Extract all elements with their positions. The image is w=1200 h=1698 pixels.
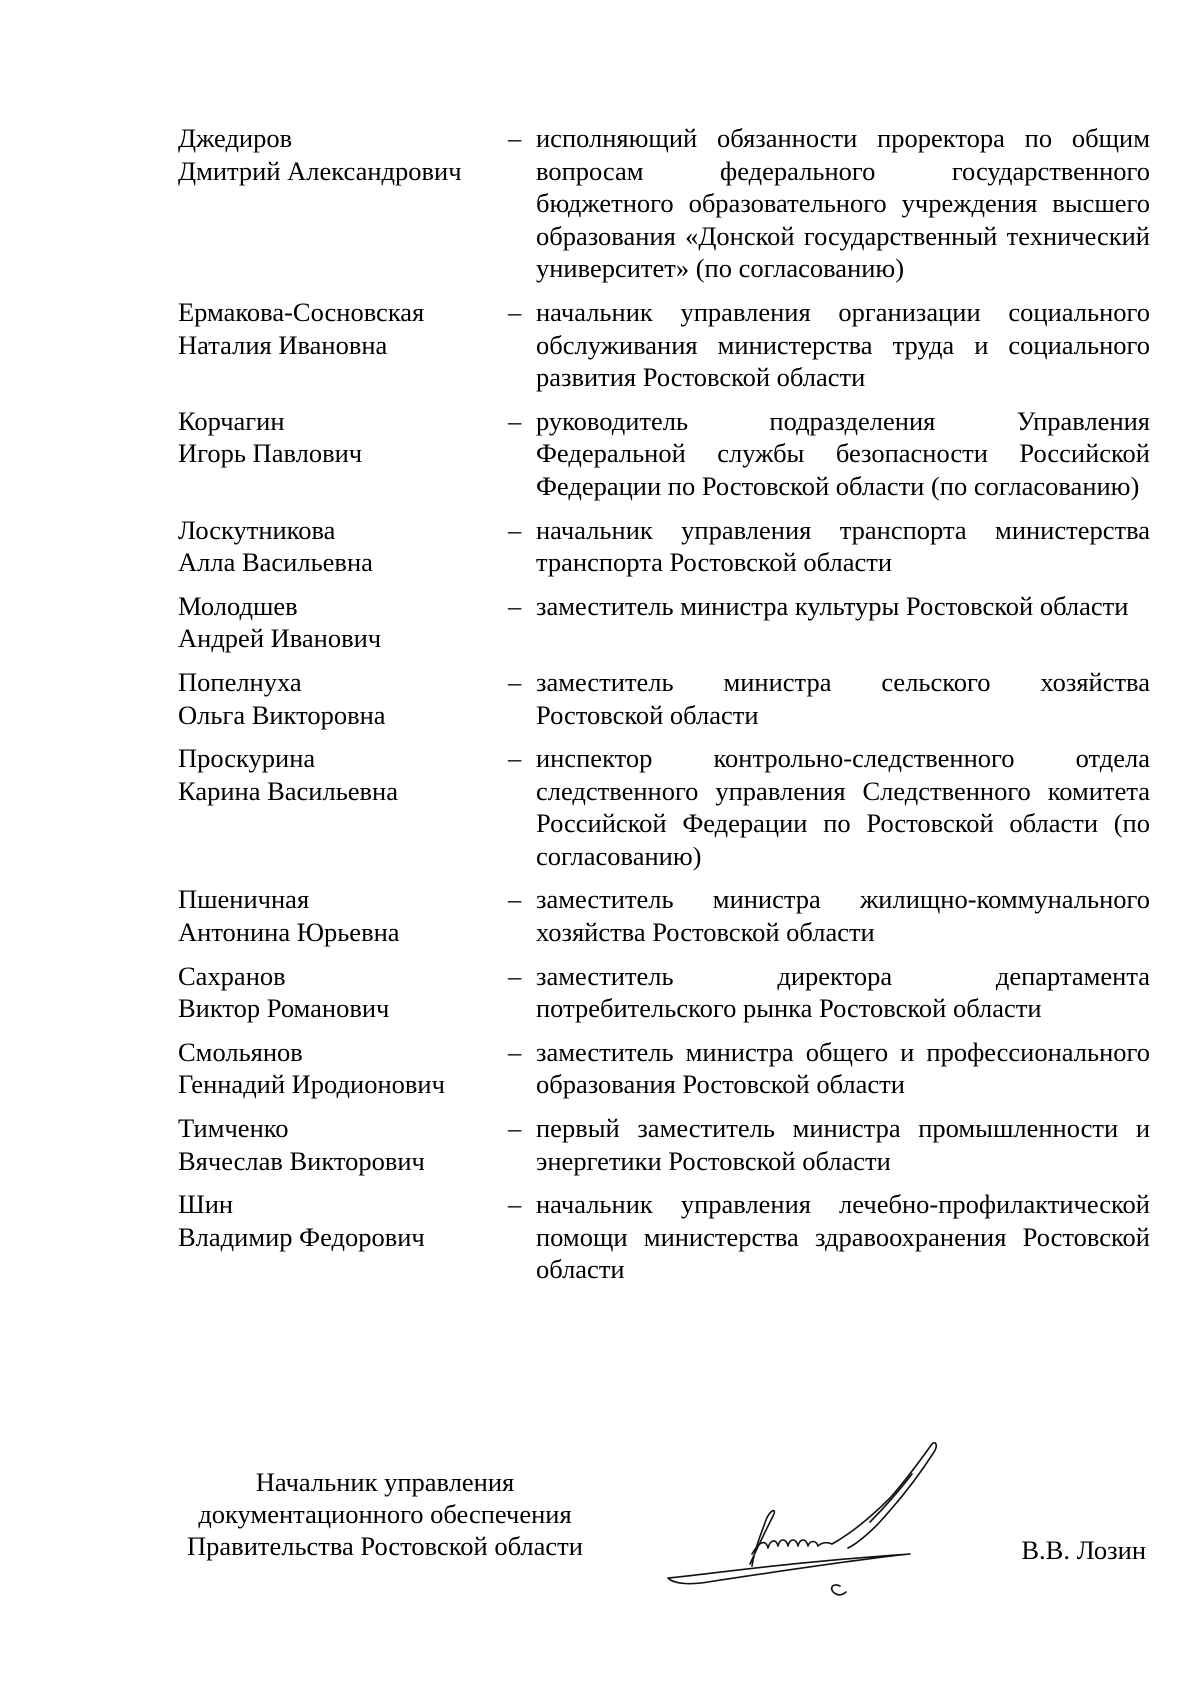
member-dash: – — [508, 743, 522, 774]
member-dash: – — [508, 666, 522, 697]
member-name — [178, 122, 508, 187]
member-surname: Тимченко — [178, 1113, 289, 1144]
member-surname: Попелнуха — [178, 666, 302, 697]
member-surname: Шин — [178, 1189, 234, 1220]
member-position: начальник управления транспорта министерства транспорта Ростовской области — [536, 514, 1150, 578]
member-surname: Корчагин — [178, 405, 285, 436]
member-name — [178, 296, 508, 361]
signature-block — [160, 1466, 1150, 1606]
member-entry — [178, 514, 1150, 579]
member-entry — [178, 296, 1150, 394]
member-dash: – — [508, 296, 522, 327]
member-given-names: Игорь Павлович — [178, 438, 363, 469]
member-position: инспектор контрольно-следственного отдела следственного управления Следственного комитета Российской Федерации по Ростовской области (по согласованию) — [536, 743, 1150, 871]
member-given-names: Андрей Иванович — [178, 623, 382, 654]
member-given-names: Геннадий Иродионович — [178, 1069, 445, 1100]
signatory-name: В.В. Лозин — [1021, 1535, 1146, 1565]
member-dash: – — [508, 123, 522, 153]
member-position: заместитель министра общего и профессионального образования Ростовской области — [536, 1036, 1150, 1100]
member-surname: Молодшев — [178, 590, 298, 621]
member-position: заместитель министра культуры Ростовской области — [536, 590, 1129, 621]
member-name — [178, 883, 508, 948]
member-entry — [178, 960, 1150, 1025]
member-entry — [178, 1188, 1150, 1286]
member-name — [178, 514, 508, 579]
member-position: начальник управления организации социального обслуживания министерства труда и социального развития Ростовской области — [536, 296, 1150, 393]
signatory-title-line: Начальник управления — [255, 1467, 515, 1497]
member-position: первый заместитель министра промышленности и энергетики Ростовской области — [536, 1113, 1150, 1176]
member-name — [178, 405, 508, 470]
member-entry — [178, 590, 1150, 655]
member-given-names: Ольга Викторовна — [178, 699, 386, 730]
member-dash: – — [508, 1189, 522, 1220]
member-given-names: Алла Васильевна — [178, 547, 373, 578]
member-surname: Джедиров — [178, 123, 293, 153]
member-entry — [178, 122, 1150, 285]
member-entry — [178, 742, 1150, 872]
member-name — [178, 1036, 508, 1101]
member-name — [178, 742, 508, 807]
member-entry — [178, 1112, 1150, 1177]
member-given-names: Виктор Романович — [178, 993, 390, 1024]
member-position: исполняющий обязанности проректора по общим вопросам федерального государственного бюджетного образовательного учреждения высшего образования «Донской государственный технический университет» (по согласованию) — [536, 123, 1150, 284]
member-position: заместитель министра сельского хозяйства Ростовской области — [536, 666, 1150, 730]
signatory-title-line: документационного обеспечения — [198, 1499, 572, 1529]
member-given-names: Владимир Федорович — [178, 1221, 425, 1252]
member-name — [178, 590, 508, 655]
member-position: заместитель министра жилищно-коммунального хозяйства Ростовской области — [536, 884, 1150, 948]
member-given-names: Карина Васильевна — [178, 775, 398, 806]
handwritten-signature — [650, 1436, 970, 1606]
member-surname: Пшеничная — [178, 884, 310, 915]
member-given-names: Наталия Ивановна — [178, 329, 388, 360]
member-surname: Лоскутникова — [178, 514, 336, 545]
member-dash: – — [508, 884, 522, 915]
member-given-names: Дмитрий Александрович — [178, 155, 462, 186]
signatory-title-line: Правительства Ростовской области — [187, 1531, 583, 1561]
member-name — [178, 960, 508, 1025]
member-dash: – — [508, 514, 522, 545]
member-entry — [178, 883, 1150, 948]
member-surname: Ермакова-Сосновская — [178, 296, 425, 327]
member-entry — [178, 405, 1150, 503]
member-name — [178, 1112, 508, 1177]
member-given-names: Антонина Юрьевна — [178, 917, 400, 948]
member-dash: – — [508, 1113, 522, 1144]
signatory-title — [160, 1466, 610, 1562]
member-dash: – — [508, 405, 522, 436]
member-entry — [178, 666, 1150, 731]
member-dash: – — [508, 1036, 522, 1067]
commission-members-list — [178, 122, 1150, 1297]
member-surname: Сахранов — [178, 960, 286, 991]
member-position: начальник управления лечебно-профилактической помощи министерства здравоохранения Ростовской области — [536, 1189, 1150, 1285]
member-dash: – — [508, 590, 522, 621]
member-entry — [178, 1036, 1150, 1101]
member-dash: – — [508, 960, 522, 991]
member-given-names: Вячеслав Викторович — [178, 1145, 425, 1176]
member-position: руководитель подразделения Управления Федеральной службы безопасности Российской Федерации по Ростовской области (по согласованию) — [536, 405, 1150, 501]
member-name — [178, 1188, 508, 1253]
member-position: заместитель директора департамента потребительского рынка Ростовской области — [536, 960, 1150, 1024]
member-surname: Смольянов — [178, 1036, 303, 1067]
member-surname: Проскурина — [178, 743, 316, 774]
member-name — [178, 666, 508, 731]
